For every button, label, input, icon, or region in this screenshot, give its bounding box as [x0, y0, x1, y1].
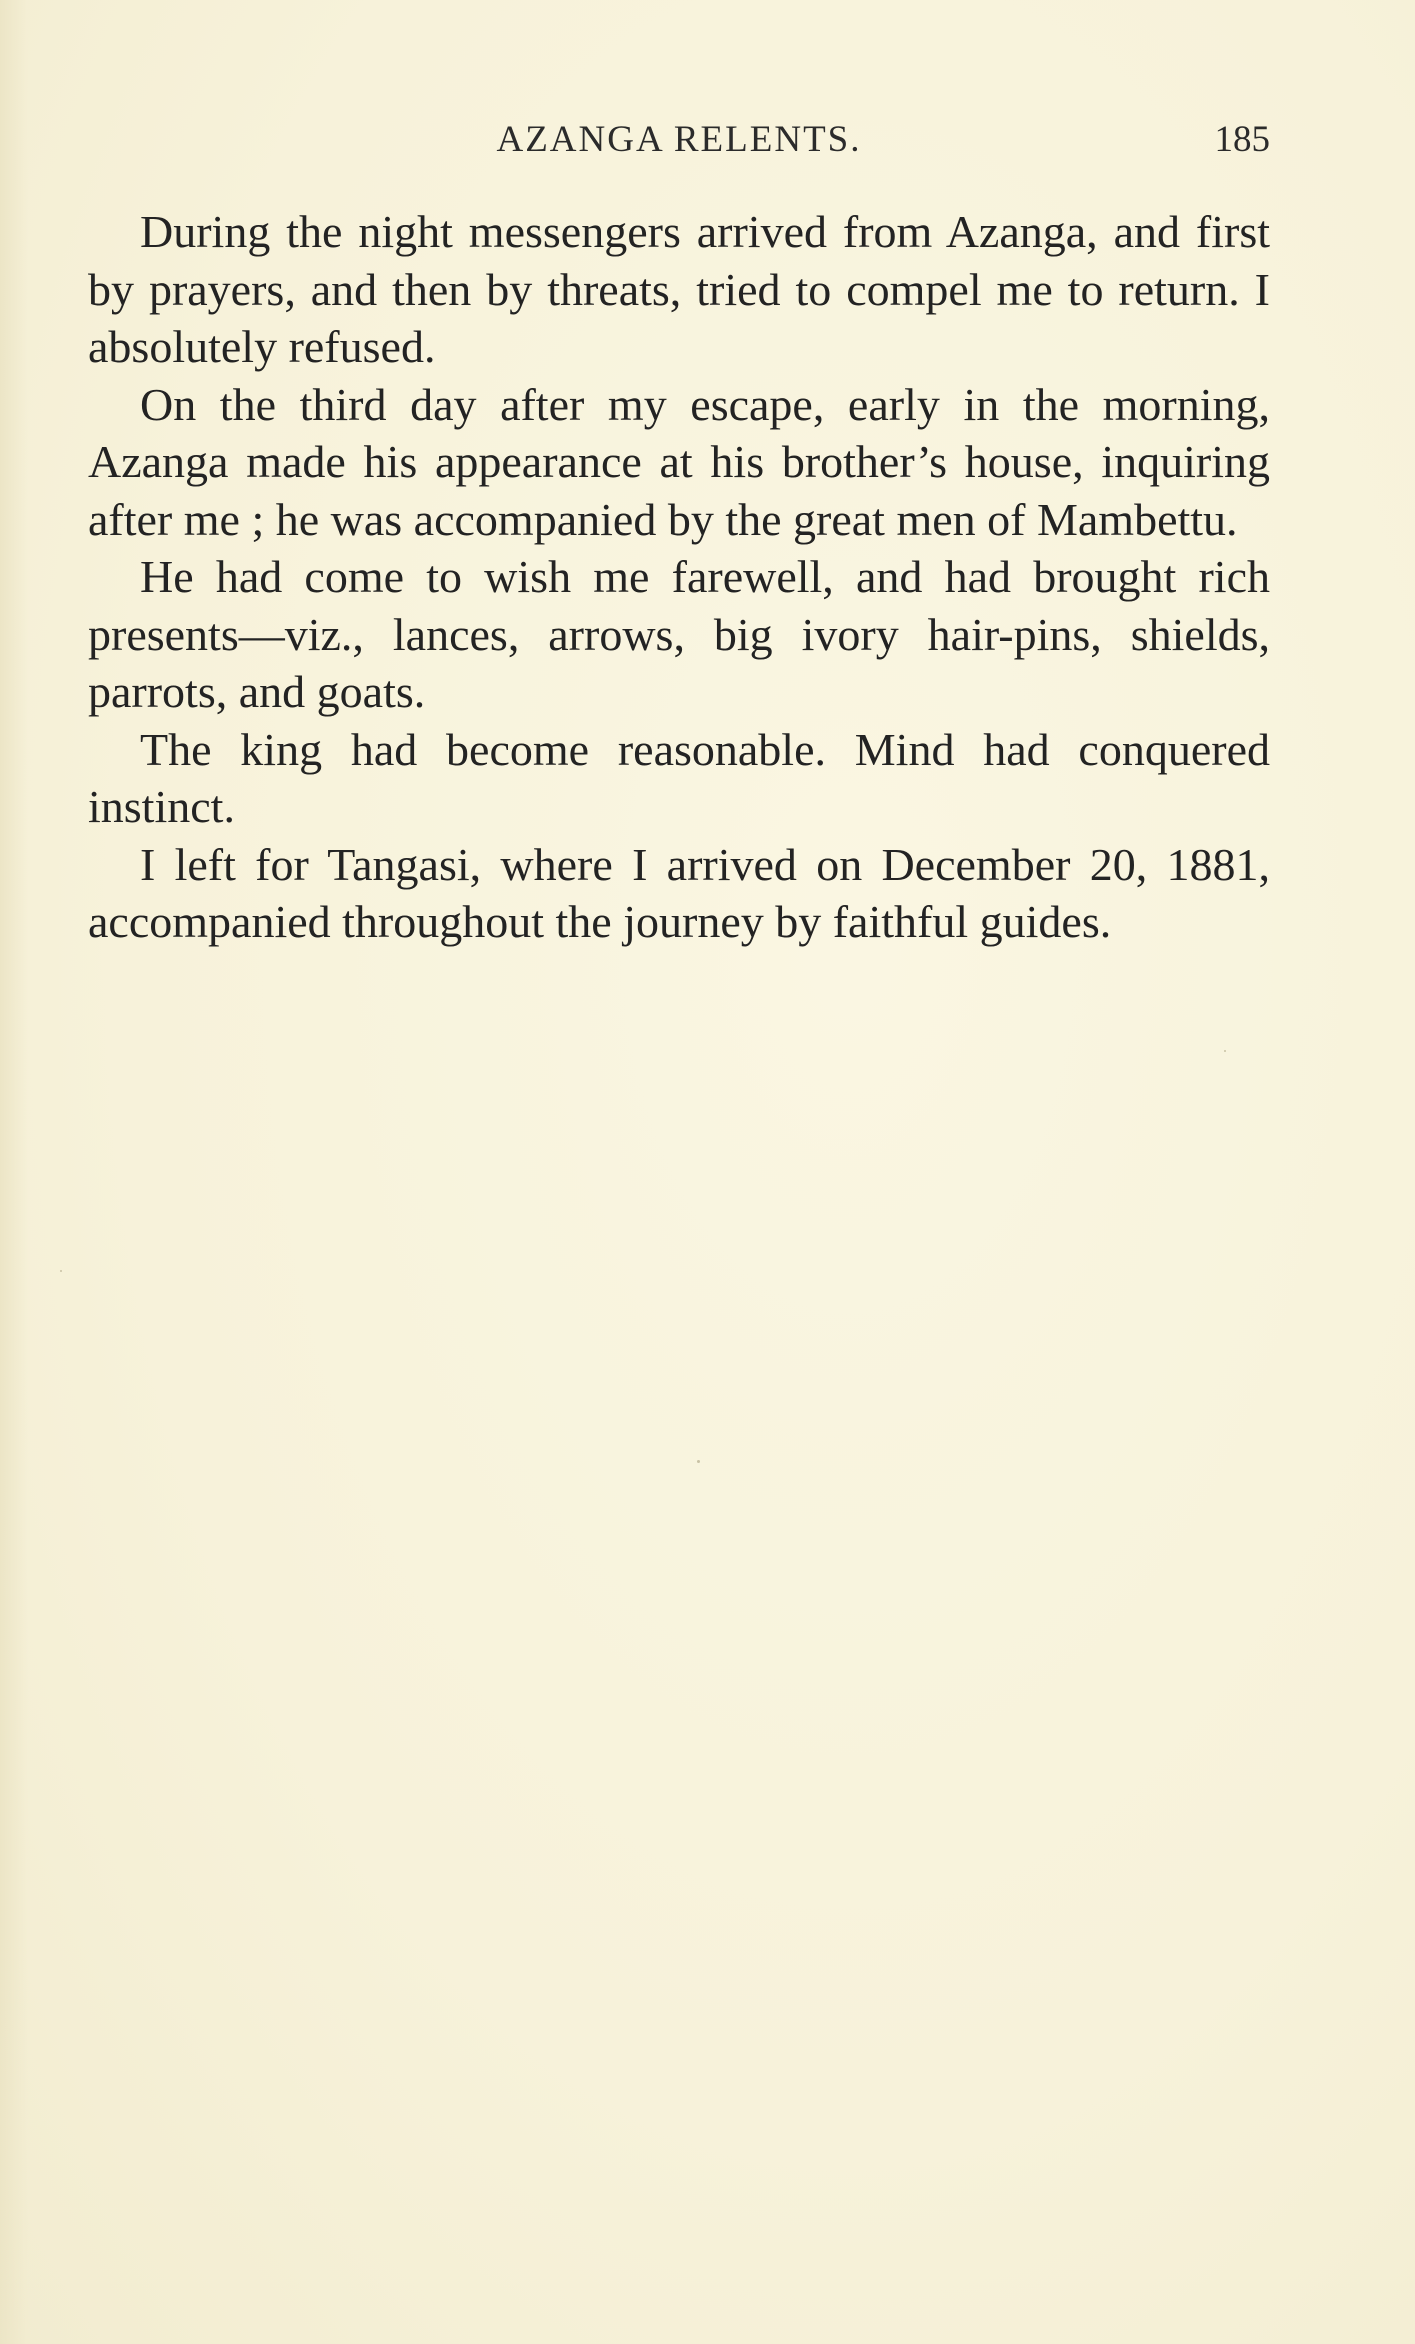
- paragraph-3: He had come to wish me farewell, and had brought rich presents—viz., lances, arrows, big ivory hair-pins, shields, parrots, and goats.: [88, 551, 1270, 717]
- body-text: [88, 203, 1270, 951]
- paragraph-4: The king had become reasonable. Mind had conquered instinct.: [88, 723, 1270, 832]
- paper-speck: [1224, 1050, 1226, 1052]
- paragraph-2: On the third day after my escape, early in the morning, Azanga made his appearance at his brother’s house, inquiring after me ; he was accompanied by the great men of Mambettu.: [88, 378, 1270, 545]
- running-head: [88, 118, 1270, 168]
- running-title: AZANGA RELENTS.: [496, 119, 862, 160]
- paper-speck: [697, 1460, 700, 1463]
- paragraph-5: I left for Tangasi, where I arrived on December 20, 1881, accompanied throughout the journey by faithful guides.: [88, 838, 1270, 947]
- page-number: 185: [1214, 119, 1270, 160]
- paragraph-1: During the night messengers arrived from Azanga, and first by prayers, and then by threats, tried to compel me to return. I absolutely refused.: [88, 206, 1270, 372]
- paper-speck: [60, 1270, 62, 1272]
- page-gutter-shadow: [0, 0, 28, 2344]
